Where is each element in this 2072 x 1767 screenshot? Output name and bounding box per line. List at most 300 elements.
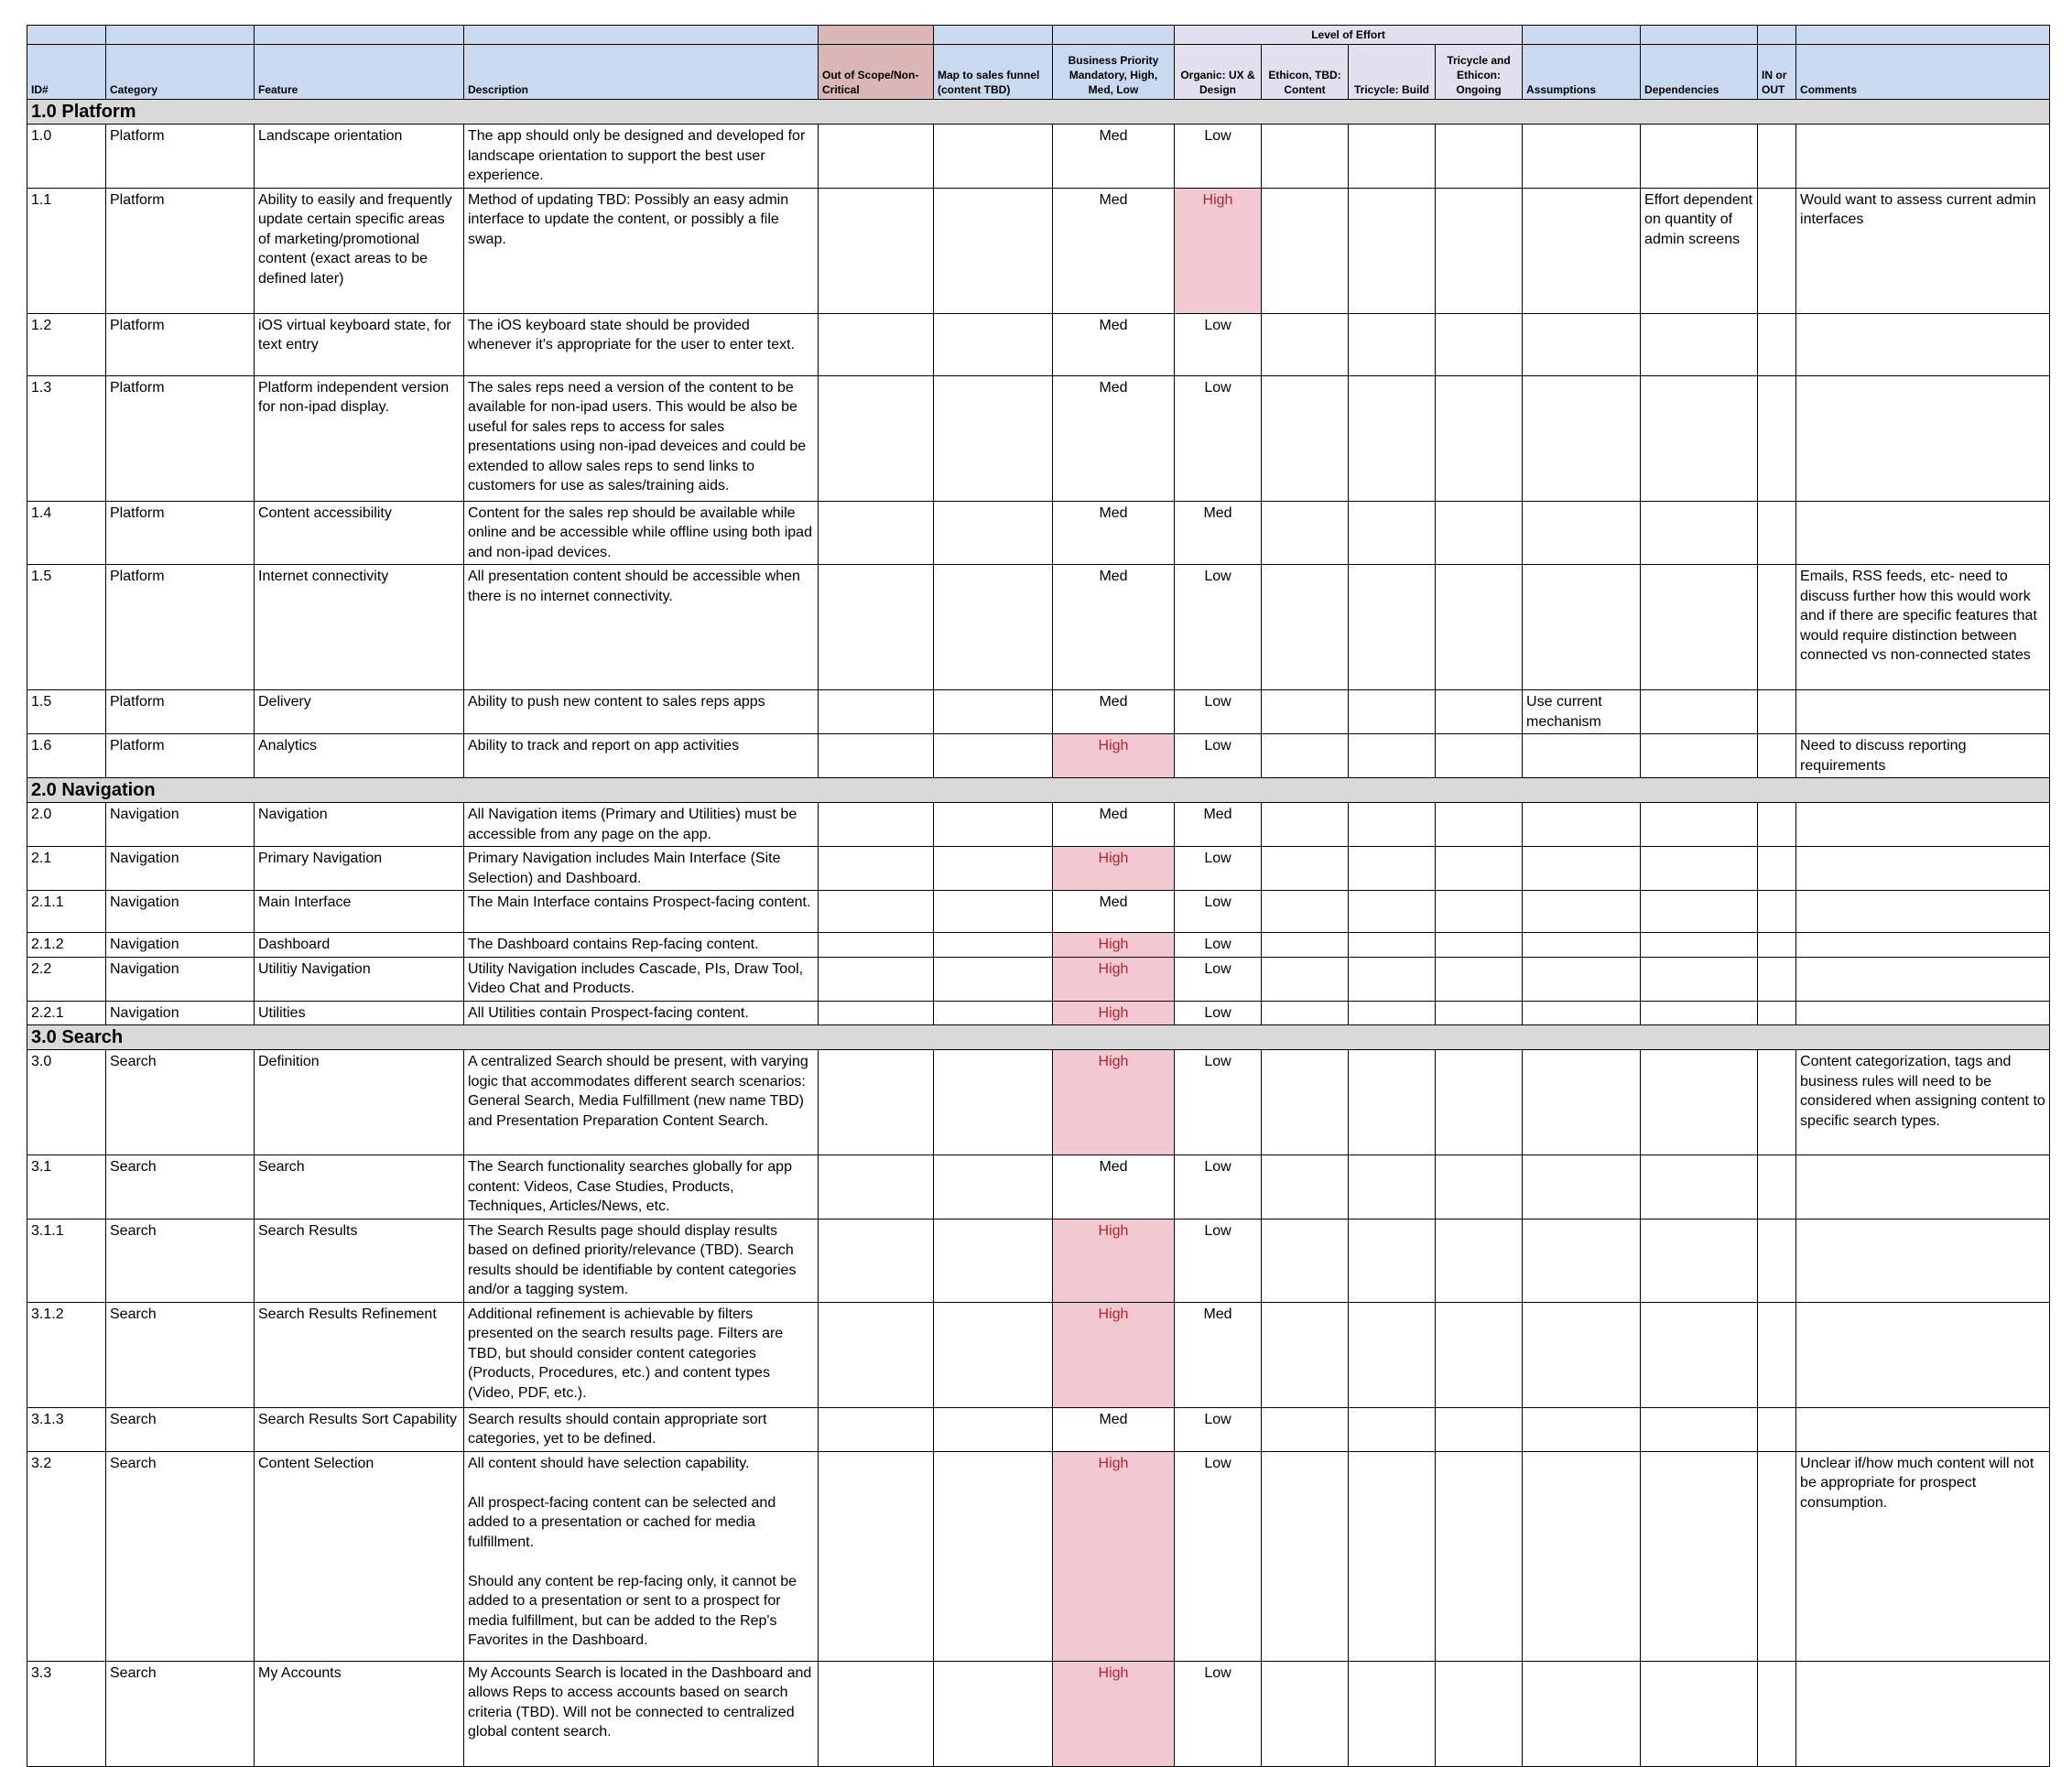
cell-tricycle-build — [1349, 847, 1436, 891]
cell-tricycle-build — [1349, 891, 1436, 933]
cell-comments — [1796, 803, 2050, 847]
cell-ethicon — [1262, 891, 1349, 933]
header-tricycle-build: Tricycle: Build — [1349, 45, 1436, 100]
cell-assumptions — [1523, 891, 1641, 933]
cell-in-out — [1758, 1001, 1796, 1025]
cell-id: 2.1 — [27, 847, 106, 891]
cell-out-of-scope — [819, 1050, 934, 1155]
cell-out-of-scope — [819, 1155, 934, 1220]
cell-business-priority: High — [1053, 1050, 1175, 1155]
cell-business-priority: Med — [1053, 313, 1175, 375]
cell-comments — [1796, 313, 2050, 375]
cell-comments — [1796, 501, 2050, 565]
cell-description: All presentation content should be accessible when there is no internet connectivity. — [464, 565, 819, 690]
header-feature: Feature — [255, 45, 464, 100]
cell-description: A centralized Search should be present, with varying logic that accommodates different search scenarios: General Search, Media Fulfillment (new name TBD) and Presentation Preparation Content Search. — [464, 1050, 819, 1155]
cell-business-priority: Med — [1053, 690, 1175, 734]
cell-ethicon — [1262, 803, 1349, 847]
cell-description: Utility Navigation includes Cascade, PIs, Draw Tool, Video Chat and Products. — [464, 957, 819, 1001]
cell-id: 2.1.1 — [27, 891, 106, 933]
cell-tricycle-ongoing — [1436, 565, 1523, 690]
section-title: 1.0 Platform — [27, 100, 2050, 125]
cell-id: 1.5 — [27, 565, 106, 690]
cell-tricycle-build — [1349, 803, 1436, 847]
cell-in-out — [1758, 1451, 1796, 1661]
cell-out-of-scope — [819, 803, 934, 847]
header-level-of-effort: Level of Effort — [1175, 26, 1523, 45]
cell-tricycle-build — [1349, 1155, 1436, 1220]
cell-dependencies — [1641, 803, 1758, 847]
cell-organic: High — [1175, 188, 1262, 313]
cell-business-priority: High — [1053, 957, 1175, 1001]
cell-category: Search — [106, 1155, 255, 1220]
table-row — [27, 1661, 2050, 1766]
cell-organic: Med — [1175, 803, 1262, 847]
table-row — [27, 933, 2050, 958]
cell-organic: Low — [1175, 690, 1262, 734]
cell-sales-funnel — [934, 565, 1053, 690]
cell-organic: Low — [1175, 734, 1262, 778]
cell-out-of-scope — [819, 1001, 934, 1025]
cell-out-of-scope — [819, 1661, 934, 1766]
cell-comments: Would want to assess current admin interfaces — [1796, 188, 2050, 313]
cell-assumptions — [1523, 803, 1641, 847]
cell-category: Platform — [106, 125, 255, 189]
header-blank — [464, 26, 819, 45]
cell-tricycle-build — [1349, 933, 1436, 958]
cell-dependencies — [1641, 891, 1758, 933]
cell-category: Navigation — [106, 957, 255, 1001]
cell-tricycle-ongoing — [1436, 125, 1523, 189]
cell-organic: Low — [1175, 957, 1262, 1001]
cell-tricycle-ongoing — [1436, 1001, 1523, 1025]
cell-dependencies — [1641, 1001, 1758, 1025]
cell-ethicon — [1262, 125, 1349, 189]
cell-dependencies — [1641, 933, 1758, 958]
cell-tricycle-build — [1349, 1050, 1436, 1155]
cell-assumptions — [1523, 1155, 1641, 1220]
cell-ethicon — [1262, 1050, 1349, 1155]
cell-description: The Search functionality searches globally for app content: Videos, Case Studies, Products, Techniques, Articles/News, etc. — [464, 1155, 819, 1220]
cell-assumptions — [1523, 1050, 1641, 1155]
cell-tricycle-ongoing — [1436, 891, 1523, 933]
header-id: ID# — [27, 45, 106, 100]
cell-out-of-scope — [819, 1302, 934, 1407]
cell-description: The iOS keyboard state should be provided whenever it's appropriate for the user to enter text. — [464, 313, 819, 375]
header-sales-funnel: Map to sales funnel (content TBD) — [934, 45, 1053, 100]
cell-out-of-scope — [819, 1407, 934, 1451]
cell-sales-funnel — [934, 1219, 1053, 1302]
cell-category: Search — [106, 1050, 255, 1155]
cell-description: The Main Interface contains Prospect-facing content. — [464, 891, 819, 933]
cell-ethicon — [1262, 957, 1349, 1001]
cell-assumptions — [1523, 565, 1641, 690]
cell-id: 2.2.1 — [27, 1001, 106, 1025]
table-row — [27, 690, 2050, 734]
cell-id: 3.1 — [27, 1155, 106, 1220]
cell-organic: Low — [1175, 565, 1262, 690]
cell-out-of-scope — [819, 565, 934, 690]
cell-description: Search results should contain appropriate sort categories, yet to be defined. — [464, 1407, 819, 1451]
cell-id: 2.2 — [27, 957, 106, 1001]
cell-tricycle-ongoing — [1436, 501, 1523, 565]
table-row — [27, 501, 2050, 565]
cell-out-of-scope — [819, 501, 934, 565]
cell-business-priority: High — [1053, 1661, 1175, 1766]
cell-description: Additional refinement is achievable by filters presented on the search results page. Filters are TBD, but should consider content categories (Products, Procedures, etc.) and content types (Video, PDF, etc.). — [464, 1302, 819, 1407]
cell-tricycle-build — [1349, 565, 1436, 690]
cell-dependencies — [1641, 1451, 1758, 1661]
cell-tricycle-ongoing — [1436, 1050, 1523, 1155]
cell-dependencies — [1641, 1219, 1758, 1302]
table-row — [27, 803, 2050, 847]
cell-organic: Med — [1175, 1302, 1262, 1407]
cell-id: 3.1.3 — [27, 1407, 106, 1451]
cell-description: Method of updating TBD: Possibly an easy admin interface to update the content, or possibly a file swap. — [464, 188, 819, 313]
cell-id: 3.1.1 — [27, 1219, 106, 1302]
cell-sales-funnel — [934, 1155, 1053, 1220]
cell-category: Search — [106, 1302, 255, 1407]
cell-tricycle-build — [1349, 1451, 1436, 1661]
header-tricycle-ongoing: Tricycle and Ethicon: Ongoing — [1436, 45, 1523, 100]
cell-assumptions — [1523, 1661, 1641, 1766]
cell-business-priority: High — [1053, 847, 1175, 891]
cell-comments — [1796, 957, 2050, 1001]
cell-ethicon — [1262, 690, 1349, 734]
cell-comments — [1796, 891, 2050, 933]
cell-assumptions — [1523, 125, 1641, 189]
cell-tricycle-ongoing — [1436, 1407, 1523, 1451]
cell-id: 3.3 — [27, 1661, 106, 1766]
table-row — [27, 957, 2050, 1001]
cell-feature: Utilities — [255, 1001, 464, 1025]
cell-in-out — [1758, 125, 1796, 189]
cell-feature: Dashboard — [255, 933, 464, 958]
cell-ethicon — [1262, 847, 1349, 891]
cell-sales-funnel — [934, 1001, 1053, 1025]
cell-sales-funnel — [934, 1661, 1053, 1766]
header-in-out: IN or OUT — [1758, 45, 1796, 100]
cell-id: 3.1.2 — [27, 1302, 106, 1407]
cell-assumptions — [1523, 734, 1641, 778]
cell-id: 1.1 — [27, 188, 106, 313]
cell-ethicon — [1262, 1302, 1349, 1407]
cell-assumptions — [1523, 1219, 1641, 1302]
table-row — [27, 1001, 2050, 1025]
cell-feature: Search Results Refinement — [255, 1302, 464, 1407]
cell-out-of-scope — [819, 375, 934, 501]
cell-assumptions — [1523, 1001, 1641, 1025]
table-row — [27, 734, 2050, 778]
cell-in-out — [1758, 188, 1796, 313]
cell-business-priority: Med — [1053, 803, 1175, 847]
cell-tricycle-build — [1349, 125, 1436, 189]
requirements-table — [27, 25, 2050, 1767]
cell-sales-funnel — [934, 125, 1053, 189]
cell-tricycle-ongoing — [1436, 847, 1523, 891]
cell-ethicon — [1262, 1001, 1349, 1025]
cell-organic: Low — [1175, 125, 1262, 189]
cell-feature: Internet connectivity — [255, 565, 464, 690]
cell-out-of-scope — [819, 847, 934, 891]
cell-ethicon — [1262, 933, 1349, 958]
header-blank — [1758, 26, 1796, 45]
cell-feature: Platform independent version for non-ipad display. — [255, 375, 464, 501]
cell-dependencies — [1641, 690, 1758, 734]
cell-tricycle-build — [1349, 690, 1436, 734]
cell-tricycle-build — [1349, 957, 1436, 1001]
cell-organic: Low — [1175, 933, 1262, 958]
cell-feature: Analytics — [255, 734, 464, 778]
cell-category: Platform — [106, 188, 255, 313]
cell-organic: Low — [1175, 1219, 1262, 1302]
cell-feature: Landscape orientation — [255, 125, 464, 189]
cell-dependencies — [1641, 957, 1758, 1001]
cell-dependencies — [1641, 125, 1758, 189]
cell-category: Search — [106, 1661, 255, 1766]
cell-business-priority: Med — [1053, 125, 1175, 189]
cell-business-priority: High — [1053, 933, 1175, 958]
cell-out-of-scope — [819, 957, 934, 1001]
cell-organic: Low — [1175, 1001, 1262, 1025]
header-assumptions: Assumptions — [1523, 45, 1641, 100]
cell-feature: Definition — [255, 1050, 464, 1155]
cell-business-priority: Med — [1053, 565, 1175, 690]
cell-id: 1.0 — [27, 125, 106, 189]
cell-sales-funnel — [934, 734, 1053, 778]
cell-ethicon — [1262, 565, 1349, 690]
cell-business-priority: Med — [1053, 891, 1175, 933]
cell-category: Platform — [106, 734, 255, 778]
cell-in-out — [1758, 734, 1796, 778]
cell-ethicon — [1262, 734, 1349, 778]
cell-assumptions: Use current mechanism — [1523, 690, 1641, 734]
cell-dependencies — [1641, 847, 1758, 891]
cell-feature: Search — [255, 1155, 464, 1220]
cell-category: Navigation — [106, 891, 255, 933]
header-blank — [819, 26, 934, 45]
header-category: Category — [106, 45, 255, 100]
cell-organic: Low — [1175, 1451, 1262, 1661]
cell-organic: Low — [1175, 1407, 1262, 1451]
cell-description: All Navigation items (Primary and Utilities) must be accessible from any page on the app. — [464, 803, 819, 847]
cell-description: The Search Results page should display results based on defined priority/relevance (TBD). Search results should be identifiable by content categories and/or a tagging system. — [464, 1219, 819, 1302]
cell-ethicon — [1262, 375, 1349, 501]
cell-assumptions — [1523, 1407, 1641, 1451]
cell-comments — [1796, 1302, 2050, 1407]
cell-tricycle-build — [1349, 1302, 1436, 1407]
table-row — [27, 1407, 2050, 1451]
cell-out-of-scope — [819, 690, 934, 734]
cell-tricycle-ongoing — [1436, 375, 1523, 501]
cell-id: 2.1.2 — [27, 933, 106, 958]
header-blank — [1523, 26, 1641, 45]
cell-assumptions — [1523, 375, 1641, 501]
cell-feature: Search Results — [255, 1219, 464, 1302]
cell-category: Platform — [106, 375, 255, 501]
cell-tricycle-build — [1349, 375, 1436, 501]
cell-description: Primary Navigation includes Main Interface (Site Selection) and Dashboard. — [464, 847, 819, 891]
cell-comments: Emails, RSS feeds, etc- need to discuss further how this would work and if there are specific features that would require distinction between connected vs non-connected states — [1796, 565, 2050, 690]
cell-tricycle-build — [1349, 313, 1436, 375]
cell-tricycle-ongoing — [1436, 1302, 1523, 1407]
cell-category: Navigation — [106, 933, 255, 958]
cell-out-of-scope — [819, 891, 934, 933]
header-blank — [1641, 26, 1758, 45]
cell-business-priority: High — [1053, 1219, 1175, 1302]
table-row — [27, 313, 2050, 375]
cell-sales-funnel — [934, 375, 1053, 501]
cell-dependencies — [1641, 734, 1758, 778]
cell-sales-funnel — [934, 847, 1053, 891]
cell-feature: Navigation — [255, 803, 464, 847]
cell-feature: Search Results Sort Capability — [255, 1407, 464, 1451]
cell-comments — [1796, 933, 2050, 958]
cell-business-priority: Med — [1053, 375, 1175, 501]
cell-comments — [1796, 375, 2050, 501]
cell-category: Platform — [106, 313, 255, 375]
header-blank — [255, 26, 464, 45]
cell-business-priority: Med — [1053, 501, 1175, 565]
cell-organic: Low — [1175, 375, 1262, 501]
cell-out-of-scope — [819, 125, 934, 189]
cell-tricycle-build — [1349, 1001, 1436, 1025]
cell-business-priority: Med — [1053, 188, 1175, 313]
table-row — [27, 1155, 2050, 1220]
cell-ethicon — [1262, 1219, 1349, 1302]
cell-business-priority: High — [1053, 734, 1175, 778]
cell-comments — [1796, 1219, 2050, 1302]
cell-ethicon — [1262, 1155, 1349, 1220]
header-blank — [1053, 26, 1175, 45]
cell-in-out — [1758, 1302, 1796, 1407]
table-body — [27, 100, 2050, 1767]
cell-description: All content should have selection capability. All prospect-facing content can be selected and added to a presentation or cached for media fulfillment. Should any content be rep-facing only, it cannot be added to a presentation or sent to a prospect for media fulfillment, but can be added to the Rep's Favorites in the Dashboard. — [464, 1451, 819, 1661]
cell-tricycle-build — [1349, 1661, 1436, 1766]
header-business-priority: Business Priority Mandatory, High, Med, Low — [1053, 45, 1175, 100]
cell-description: Ability to push new content to sales reps apps — [464, 690, 819, 734]
cell-sales-funnel — [934, 188, 1053, 313]
cell-feature: Main Interface — [255, 891, 464, 933]
cell-description: The Dashboard contains Rep-facing content. — [464, 933, 819, 958]
cell-sales-funnel — [934, 957, 1053, 1001]
cell-description: The sales reps need a version of the content to be available for non-ipad users. This would be also be useful for sales reps to access for sales presentations using non-ipad deveices and could be extended to allow sales reps to send links to customers for use as sales/training aids. — [464, 375, 819, 501]
cell-out-of-scope — [819, 933, 934, 958]
cell-in-out — [1758, 1155, 1796, 1220]
cell-organic: Low — [1175, 1661, 1262, 1766]
cell-category: Navigation — [106, 803, 255, 847]
table-row — [27, 125, 2050, 189]
header-blank — [1796, 26, 2050, 45]
cell-ethicon — [1262, 501, 1349, 565]
cell-feature: Primary Navigation — [255, 847, 464, 891]
table-row — [27, 1451, 2050, 1661]
cell-ethicon — [1262, 1407, 1349, 1451]
cell-in-out — [1758, 1661, 1796, 1766]
cell-ethicon — [1262, 188, 1349, 313]
cell-category: Platform — [106, 501, 255, 565]
cell-tricycle-ongoing — [1436, 1661, 1523, 1766]
cell-in-out — [1758, 375, 1796, 501]
cell-comments: Content categorization, tags and business rules will need to be considered when assigning content to specific search types. — [1796, 1050, 2050, 1155]
cell-id: 1.5 — [27, 690, 106, 734]
cell-dependencies — [1641, 1050, 1758, 1155]
cell-tricycle-ongoing — [1436, 188, 1523, 313]
cell-tricycle-ongoing — [1436, 690, 1523, 734]
header-blank — [106, 26, 255, 45]
cell-dependencies — [1641, 1155, 1758, 1220]
cell-id: 2.0 — [27, 803, 106, 847]
cell-in-out — [1758, 1219, 1796, 1302]
cell-organic: Low — [1175, 891, 1262, 933]
table-row — [27, 1219, 2050, 1302]
cell-comments — [1796, 690, 2050, 734]
cell-feature: My Accounts — [255, 1661, 464, 1766]
cell-tricycle-build — [1349, 1407, 1436, 1451]
table-row — [27, 375, 2050, 501]
cell-ethicon — [1262, 1451, 1349, 1661]
cell-description: The app should only be designed and developed for landscape orientation to support the best user experience. — [464, 125, 819, 189]
cell-comments — [1796, 1155, 2050, 1220]
cell-tricycle-build — [1349, 501, 1436, 565]
cell-organic: Low — [1175, 847, 1262, 891]
cell-in-out — [1758, 891, 1796, 933]
cell-sales-funnel — [934, 1050, 1053, 1155]
table-row — [27, 1302, 2050, 1407]
cell-tricycle-ongoing — [1436, 313, 1523, 375]
cell-assumptions — [1523, 933, 1641, 958]
cell-description: Ability to track and report on app activities — [464, 734, 819, 778]
cell-in-out — [1758, 803, 1796, 847]
cell-in-out — [1758, 690, 1796, 734]
cell-comments — [1796, 847, 2050, 891]
header-ethicon: Ethicon, TBD: Content — [1262, 45, 1349, 100]
section-title: 3.0 Search — [27, 1025, 2050, 1050]
cell-tricycle-ongoing — [1436, 957, 1523, 1001]
cell-assumptions — [1523, 847, 1641, 891]
cell-dependencies — [1641, 1302, 1758, 1407]
cell-assumptions — [1523, 957, 1641, 1001]
cell-organic: Low — [1175, 1155, 1262, 1220]
cell-feature: iOS virtual keyboard state, for text entry — [255, 313, 464, 375]
header-dependencies: Dependencies — [1641, 45, 1758, 100]
cell-tricycle-ongoing — [1436, 803, 1523, 847]
cell-out-of-scope — [819, 734, 934, 778]
header-organic: Organic: UX & Design — [1175, 45, 1262, 100]
cell-category: Search — [106, 1451, 255, 1661]
table-row — [27, 1050, 2050, 1155]
cell-ethicon — [1262, 313, 1349, 375]
header-blank — [27, 26, 106, 45]
cell-sales-funnel — [934, 933, 1053, 958]
cell-in-out — [1758, 933, 1796, 958]
cell-description: All Utilities contain Prospect-facing content. — [464, 1001, 819, 1025]
header-out-of-scope: Out of Scope/Non-Critical — [819, 45, 934, 100]
cell-out-of-scope — [819, 1451, 934, 1661]
cell-sales-funnel — [934, 313, 1053, 375]
cell-out-of-scope — [819, 1219, 934, 1302]
cell-id: 1.3 — [27, 375, 106, 501]
cell-in-out — [1758, 847, 1796, 891]
table-row — [27, 891, 2050, 933]
cell-tricycle-ongoing — [1436, 1451, 1523, 1661]
cell-category: Search — [106, 1407, 255, 1451]
cell-category: Platform — [106, 690, 255, 734]
cell-assumptions — [1523, 313, 1641, 375]
cell-in-out — [1758, 501, 1796, 565]
header-blank — [934, 26, 1053, 45]
cell-category: Search — [106, 1219, 255, 1302]
